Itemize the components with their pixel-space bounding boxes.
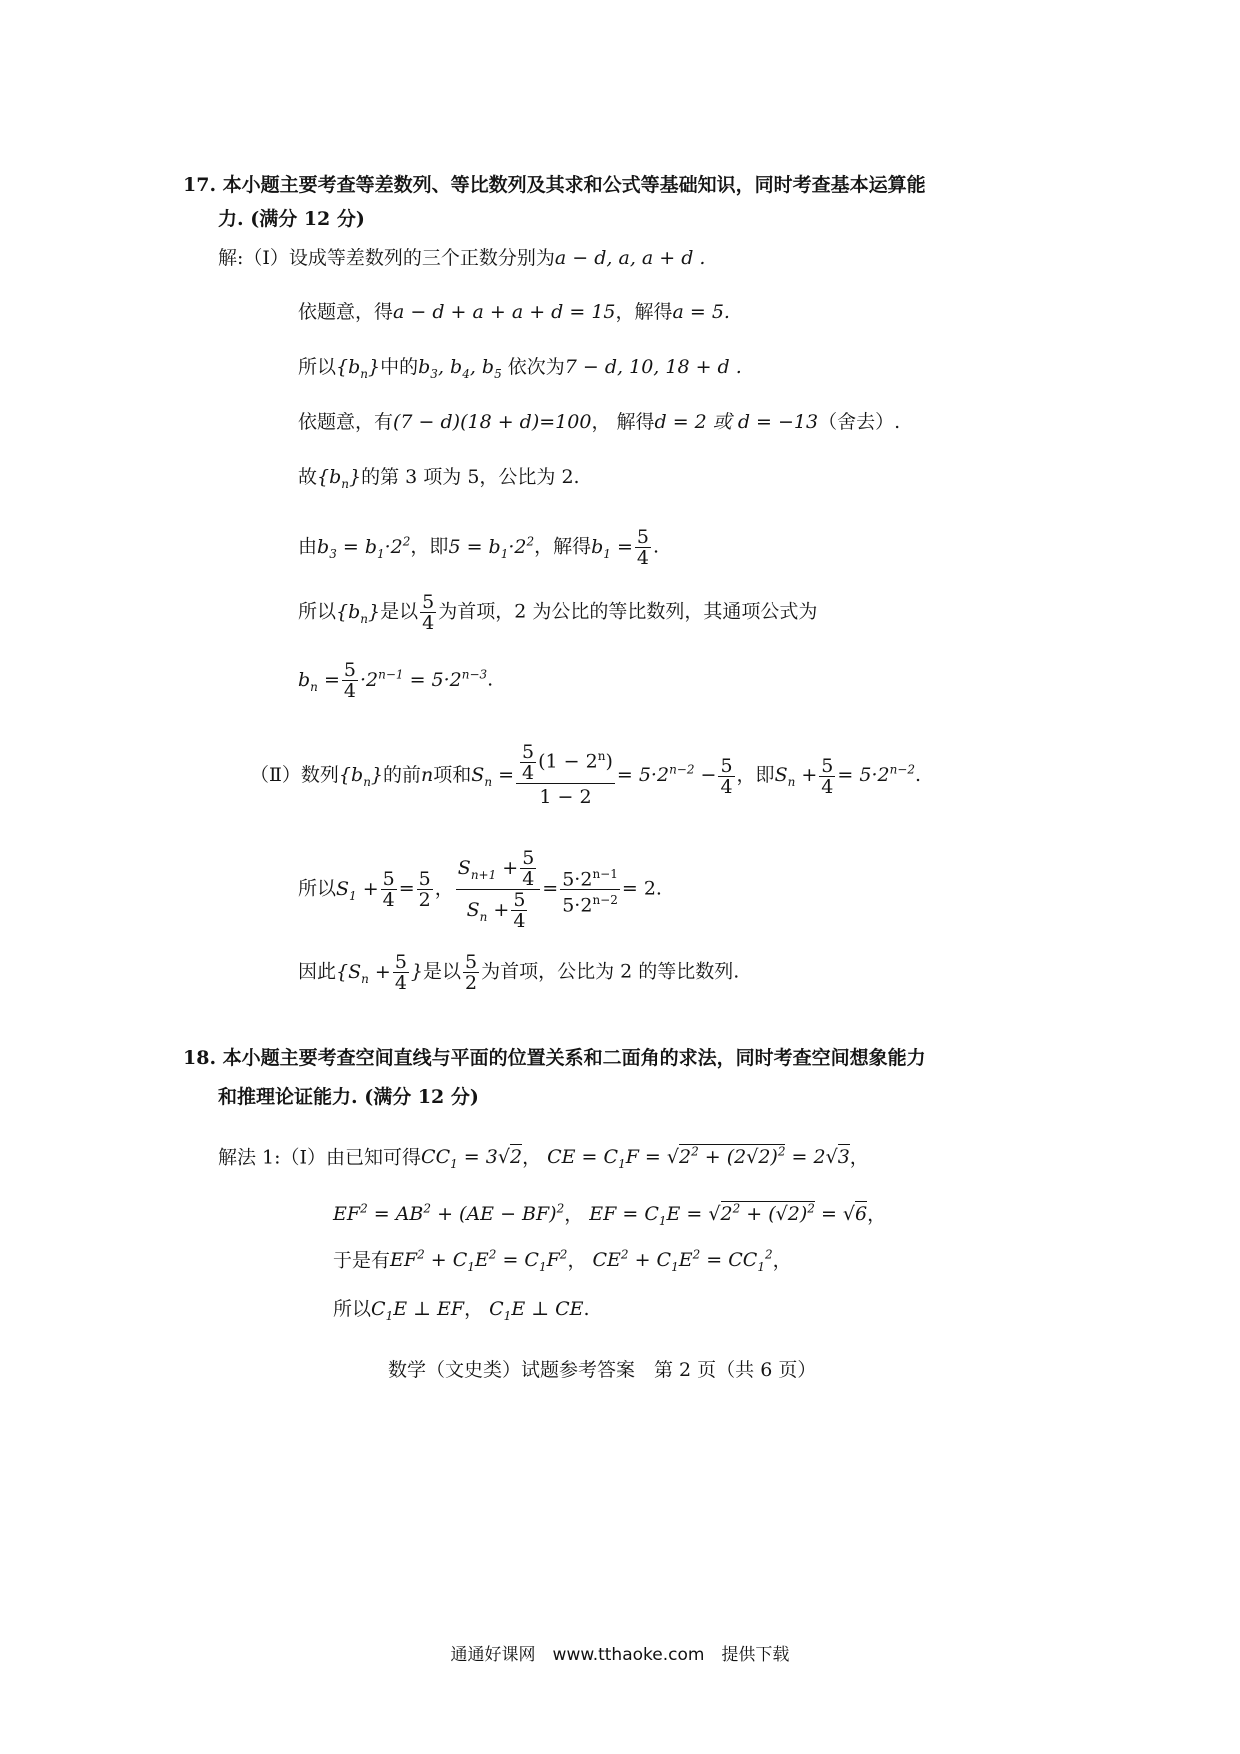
- q17-header-line1: 17. 本小题主要考查等差数列、等比数列及其求和公式等基础知识，同时考查基本运算能: [183, 174, 926, 196]
- q18-header-line2: 和推理论证能力. (满分 12 分): [218, 1086, 479, 1108]
- q17-line-third-term: 故$\{b_n\}$的第 3 项为 5，公比为 2.: [298, 466, 580, 491]
- q18-solution-line2: $EF^2 = AB^2 + (AE - BF)^2$， EF = $C_1E = √2^2 + (√2)^2 = √6$，: [333, 1202, 887, 1229]
- q17-line-b1: 由$b_3 = b_1\cdot 2^2$，即$5 = b_1\cdot 2^2$，解得$b_1$ = $\frac{5}{4}$ .: [298, 526, 660, 569]
- q17-line-b-terms: 所以$\{b_n\}$中的$b_3$, $b_4$, $b_5$ 依次为7 − d, 10, 18 + d .: [298, 356, 742, 381]
- q17-line-ratio: 所以$S_1$ + $\frac{5}{4}$ = $\frac{5}{2}$ ， $S_{n+1}$ + $\frac{5}{4}$ $S_n$ + $\frac{5}{4}$ = $\frac{5\cdot 2^{n-1}}{5\cdot 2^{n-2}}$ = 2.: [298, 847, 662, 932]
- q18-solution-line3: 于是有$EF^2 + C_1E^2 = C_1F^2$， $CE^2 + C_1E^2 = CC_1^2$，: [333, 1248, 792, 1275]
- q17-header-line2: 力. (满分 12 分): [218, 208, 365, 230]
- q17-line-geometric: 所以$\{b_n\}$是以 $\frac{5}{4}$ 为首项，2 为公比的等比数列，其通项公式为: [298, 591, 818, 634]
- q18-header-line1: 18. 本小题主要考查空间直线与平面的位置关系和二面角的求法，同时考查空间想象能力: [183, 1047, 926, 1069]
- q17-line-conclusion: 因此{$S_n$ + $\frac{5}{4}$ }是以 $\frac{5}{2}$ 为首项，公比为 2 的等比数列.: [298, 951, 740, 994]
- q17-part2-sum: （Ⅱ）数列$\{b_n\}$的前n项和$S_n$ = $\frac{5}{4}$ $(1 - 2^n)$ 1 − 2 = $5\cdot 2^{n-2}$ − $\frac{5}{4}$ ，即$S_n$ + $\frac{5}{4}$ = $5\cdot 2^{n-2}$.: [250, 741, 922, 808]
- watermark-footer: 通通好课网 www.tthaoke.com 提供下载: [450, 1645, 790, 1665]
- page-footer-label: 数学（文史类）试题参考答案 第 2 页（共 6 页）: [388, 1359, 817, 1381]
- q18-solution-line1: 解法 1:（Ⅰ）由已知可得$CC_1 = 3√2$， CE = $C_1F = √2^2 + (2√2)^2 = 2√3$，: [218, 1145, 869, 1172]
- q17-line-solve-a: 依题意，得a − d + a + a + d = 15，解得a = 5.: [298, 301, 730, 323]
- q17-line-solve-d: 依题意，有(7 − d)(18 + d)=100， 解得d = 2 或 d = −13（舍去）.: [298, 411, 901, 433]
- q18-solution-line4: 所以$C_1E$ ⊥ EF， $C_1E$ ⊥ CE.: [333, 1298, 590, 1323]
- q17-line-formula: $b_n$ = $\frac{5}{4}$ $\cdot 2^{n-1} = 5\cdot 2^{n-3}$.: [298, 659, 494, 702]
- q17-part1-intro: 解:（Ⅰ）设成等差数列的三个正数分别为a − d, a, a + d .: [218, 247, 706, 269]
